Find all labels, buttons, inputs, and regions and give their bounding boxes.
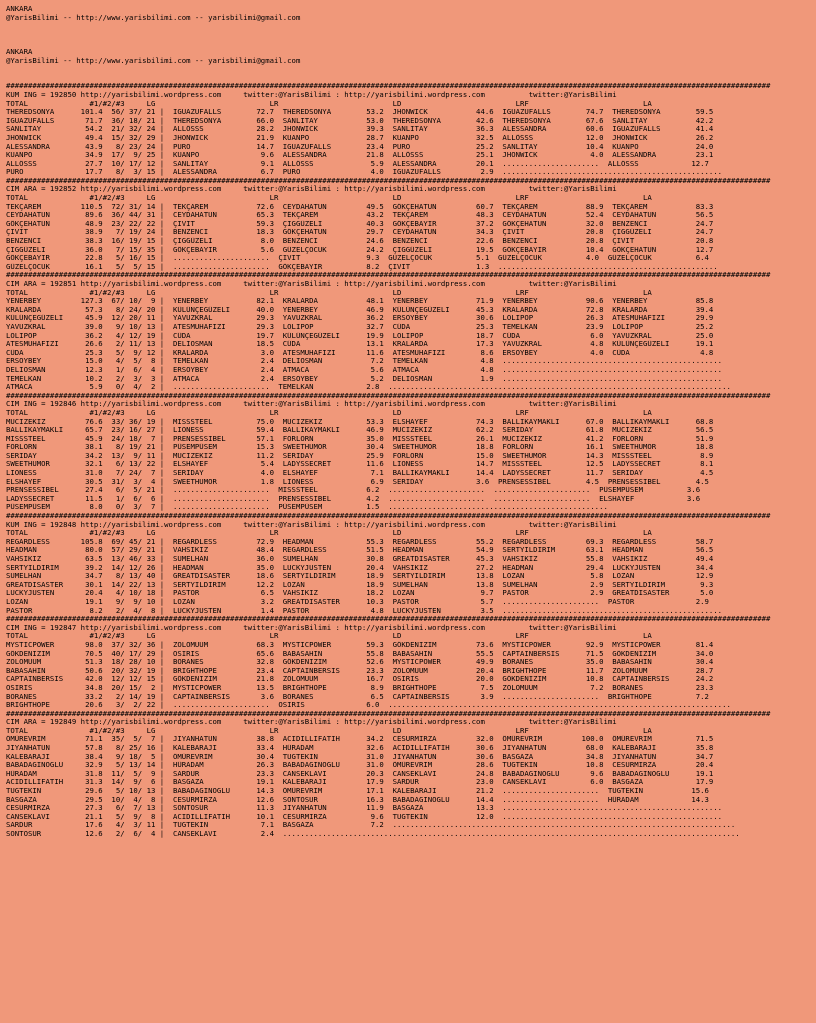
text-line: LOZAN 19.1 9/ 9/ 10 | LOZAN 3.2 GREATDISASTER 10.3 PASTOR 5.7 ...................... PASTOR 2.9 xyxy=(6,597,709,606)
text-line: ATMACA 5.9 0/ 4/ 2 | ...................... TEMELKAN 2.8 .............................................................................. xyxy=(6,383,731,392)
text-line xyxy=(6,31,816,40)
text-line: TOTAL #1/#2/#3 LG LR LD LRF LA xyxy=(6,529,652,538)
text-line: HÜRADAM 31.8 11/ 5/ 9 | SARDUR 23.3 CANSEKLAVI 20.3 CANSEKLAVI 24.8 BABADAGINOGLU 9.6 BABADAGINOGLU 19.1 xyxy=(6,769,714,778)
text-line xyxy=(6,74,816,83)
separator-line: ############################################################################################################################################################################## xyxy=(6,391,771,400)
text-line: ACIDILLIFATIH 31.3 14/ 9/ 6 | BASGAZA 19.1 KALEBARAJI 17.9 SARDUR 23.0 CANSEKLAVI 6.0 BASGAZA 17.9 xyxy=(6,778,714,787)
text-line: KÜLÜNÇEGÜZELI 45.9 12/ 20/ 11 | YAVUZKRAL 29.3 YAVUZKRAL 36.2 ERSOYBEY 30.6 LOLIPOP 26.3 ATESMUHAFIZI 29.9 xyxy=(6,314,714,323)
text-line xyxy=(6,22,816,31)
text-line: PRENSESSIBEL 27.4 6/ 5/ 21 | ...................... MISSSTEEL 6.2 ...................... ...................... PÜSEMPÜSEM 3.6 xyxy=(6,486,701,495)
document-header xyxy=(6,5,816,91)
text-line: YAVUZKRAL 39.0 9/ 10/ 13 | ATESMUHAFIZI 29.3 LOLIPOP 32.7 CÜDA 25.3 TEMELKAN 23.9 LOLIPOP 25.2 xyxy=(6,322,714,331)
text-line: CIM ARA = 192851 http://yarisbilimi.wordpress.com twitter:@YarisBilimi : http://yarisbilimi.wordpress.com twitter:@YarisBilimi xyxy=(6,280,617,288)
text-line: PURO 17.7 8/ 3/ 15 | ALESSANDRA 6.7 PURO 4.0 IGUAZUFALLS 2.9 .................................................. xyxy=(6,168,723,177)
text-line: GREATDISASTER 30.1 14/ 22/ 13 | SERTYILDIRIM 12.2 LOZAN 18.9 SUMELHAN 13.8 SUMELHAN 2.9 SERTYILDIRIM 9.3 xyxy=(6,580,714,589)
text-line: CEYDAHATUN 89.6 36/ 44/ 31 | CEYDAHATUN 65.3 TEKÇAREM 43.2 TEKÇAREM 48.3 CEYDAHATUN 52.4 CEYDAHATUN 56.5 xyxy=(6,211,714,220)
race-block xyxy=(6,91,816,186)
text-line: LIONESS 31.0 7/ 24/ 7 | SERIDAY 4.0 ELSHAYEF 7.1 BALLIKAYMAKLI 14.4 LADYSSECRET 11.7 SERIDAY 4.5 xyxy=(6,469,714,478)
text-line: CIM ARA = 192852 http://yarisbilimi.wordpress.com twitter:@YarisBilimi : http://yarisbilimi.wordpress.com twitter:@YarisBilimi xyxy=(6,185,617,194)
text-line: GÖKDENIZIM 70.5 40/ 17/ 29 | OSIRIS 65.6 BABASAHIN 55.8 BABASAHIN 55.5 CAPTAINBERSIS 71.5 GÖKDENIZIM 34.0 xyxy=(6,649,714,658)
text-line: TOTAL #1/#2/#3 LG LR LD LRF LA xyxy=(6,632,652,641)
text-line: SANLITAY 54.2 21/ 32/ 24 | ALLÖSSS 28.2 JHONWICK 39.3 SANLITAY 36.3 ALESSANDRA 60.6 IGUAZUFALLS 41.4 xyxy=(6,125,714,134)
text-line: ANKARA xyxy=(6,5,33,13)
race-block xyxy=(6,280,816,400)
text-line: TOTAL #1/#2/#3 LG LR LD LRF LA xyxy=(6,288,652,297)
text-line: KUM ING = 192850 http://yarisbilimi.wordpress.com twitter:@YarisBilimi : http://yarisbilimi.wordpress.com twitter:@YarisBilimi xyxy=(6,90,617,99)
text-line: LOLIPOP 36.2 4/ 12/ 19 | CÜDA 19.7 KÜLÜNÇEGÜZELI 19.9 LOLIPOP 18.7 CÜDA 6.0 YAVUZKRAL 25.0 xyxy=(6,331,714,340)
text-line: ÇIVIT 38.9 7/ 19/ 24 | BENZENCI 18.3 GÖKÇEHATUN 29.7 CEYDAHATUN 34.3 ÇIVIT 20.8 ÇIGGÜZELI 24.7 xyxy=(6,228,714,237)
text-line: ELSHAYEF 30.5 31/ 3/ 4 | SWEETHUMOR 1.8 LIONESS 6.9 SERIDAY 3.6 PRENSESSIBEL 4.5 PRENSESSIBEL 4.5 xyxy=(6,477,709,486)
text-line: CIM ING = 192847 http://yarisbilimi.wordpress.com twitter:@YarisBilimi : http://yarisbilimi.wordpress.com twitter:@YarisBilimi xyxy=(6,623,617,632)
text-line: ZOLOMUUM 51.3 18/ 28/ 10 | BORANES 32.8 GÖKDENIZIM 52.6 MYSTICPOWER 49.9 BORANES 35.0 BABASAHIN 30.4 xyxy=(6,658,714,667)
text-line: TEMELKAN 10.2 2/ 3/ 3 | ATMACA 2.4 ERSOYBEY 5.2 DELIOSMAN 1.9 .................................................. xyxy=(6,374,723,383)
text-line: JIYANHATUN 57.8 8/ 25/ 16 | KALEBARAJI 33.4 HÜRADAM 32.6 ACIDILLIFATIH 30.6 JIYANHATUN 68.0 KALEBARAJI 35.8 xyxy=(6,744,714,753)
text-line: KRALARDA 57.3 8/ 24/ 20 | KÜLÜNÇEGÜZELI 40.0 YENERBEY 46.9 KÜLÜNÇEGÜZELI 45.3 KRALARDA 72.8 KRALARDA 39.4 xyxy=(6,305,714,314)
text-line: LADYSSECRET 11.5 1/ 6/ 6 | ...................... PRENSESSIBEL 4.2 ...................... ...................... ELSHAYEF 3.6 xyxy=(6,494,701,503)
text-line: TOTAL #1/#2/#3 LG LR LD LRF LA xyxy=(6,726,652,735)
text-line: TUGTEKIN 29.6 5/ 10/ 13 | BABADAGINOGLU 14.3 ÖMÜREVRIM 17.1 KALEBARAJI 21.2 ...................... TUGTEKIN 15.6 xyxy=(6,787,709,796)
text-line: CANSEKLAVI 21.1 5/ 9/ 8 | ACIDILLIFATIH 10.1 CESURMIRZA 9.6 TUGTEKIN 12.0 .................................................. xyxy=(6,812,723,821)
text-line: LUCKYJUSTEN 20.4 4/ 10/ 18 | PASTOR 6.5 VAHSIKIZ 18.2 LOZAN 9.7 PASTOR 2.9 GREATDISASTER 5.0 xyxy=(6,589,714,598)
text-line: KALEBARAJI 38.4 9/ 18/ 5 | ÖMÜREVRIM 30.4 TUGTEKIN 31.0 JIYANHATUN 30.6 BASGAZA 34.8 JIYANHATUN 34.7 xyxy=(6,752,714,761)
text-line: BASGAZA 29.5 10/ 4/ 8 | CESURMIRZA 12.6 SONTOSUR 16.3 BABADAGINOGLU 14.4 ...................... HÜRADAM 14.3 xyxy=(6,795,709,804)
text-line: BORANES 33.2 2/ 14/ 19 | CAPTAINBERSIS 3.6 BORANES 6.5 CAPTAINBERSIS 3.9 ...................... BRIGHTHOPE 7.2 xyxy=(6,692,709,701)
text-line: CIM ARA = 192849 http://yarisbilimi.wordpress.com twitter:@YarisBilimi : http://yarisbilimi.wordpress.com twitter:@YarisBilimi xyxy=(6,718,617,727)
text-line: ALESSANDRA 43.9 8/ 23/ 24 | PURO 14.7 IGUAZUFALLS 23.4 PURO 25.2 SANLITAY 10.4 KUANPO 24.0 xyxy=(6,142,714,151)
text-line: BALLIKAYMAKLI 65.7 23/ 16/ 27 | LIONESS 59.4 BALLIKAYMAKLI 46.9 MUCIZEKIZ 62.2 SERIDAY 61.8 MUCIZEKIZ 56.5 xyxy=(6,426,714,435)
text-line: PASTOR 8.2 2/ 4/ 8 | LUCKYJUSTEN 1.4 PASTOR 4.8 LUCKYJUSTEN 3.5 .................................................. xyxy=(6,606,723,615)
text-line: YENERBEY 127.3 67/ 10/ 9 | YENERBEY 82.1 KRALARDA 48.1 YENERBEY 71.9 YENERBEY 90.6 YENERBEY 85.8 xyxy=(6,297,714,306)
text-line: OSIRIS 34.8 20/ 15/ 2 | MYSTICPOWER 13.5 BRIGHTHOPE 8.9 BRIGHTHOPE 7.5 ZOLOMUUM 7.2 BORANES 23.3 xyxy=(6,683,714,692)
text-line: SWEETHUMOR 32.1 6/ 13/ 22 | ELSHAYEF 5.4 LADYSSECRET 11.6 LIONESS 14.7 MISSSTEEL 12.5 LADYSSECRET 8.1 xyxy=(6,460,714,469)
text-line: ÖMÜREVRIM 71.1 35/ 5/ 7 | JIYANHATUN 38.8 ACIDILLIFATIH 34.2 CESURMIRZA 32.0 ÖMÜREVRIM 100.0 ÖMÜREVRIM 71.5 xyxy=(6,735,714,744)
text-line: GÖKÇEBAYIR 22.8 5/ 16/ 15 | ...................... ÇIVIT 9.3 GÜZELÇOCUK 5.1 GÜZELÇOCUK 4.0 GÜZELÇOCUK 6.4 xyxy=(6,254,709,263)
text-line: ERSOYBEY 15.0 4/ 5/ 8 | TEMELKAN 2.4 DELIOSMAN 7.2 TEMELKAN 4.8 .................................................. xyxy=(6,357,723,366)
text-line: HEADMAN 80.0 57/ 29/ 21 | VAHSIKIZ 48.4 REGARDLESS 51.5 HEADMAN 54.9 SERTYILDIRIM 63.1 HEADMAN 56.5 xyxy=(6,546,714,555)
text-line xyxy=(6,65,816,74)
text-line: KUANPO 34.9 17/ 9/ 25 | KUANPO 9.6 ALESSANDRA 21.8 ALLÖSSS 25.1 JHONWICK 4.0 ALESSANDRA 23.1 xyxy=(6,151,714,160)
race-block xyxy=(6,718,816,838)
text-line: ATESMUHAFIZI 26.6 2/ 11/ 13 | DELIOSMAN 18.5 CÜDA 13.1 KRALARDA 17.3 YAVUZKRAL 4.8 KÜLÜNÇEGÜZELI 19.1 xyxy=(6,340,714,349)
text-line: BABADAGINOGLU 32.9 5/ 13/ 14 | HÜRADAM 26.3 BABADAGINOGLU 31.0 ÖMÜREVRIM 28.6 TUGTEKIN 10.8 CESURMIRZA 20.4 xyxy=(6,761,714,770)
separator-line: ############################################################################################################################################################################## xyxy=(6,176,771,185)
text-line: THEREDSONYA 101.4 56/ 37/ 21 | IGUAZUFALLS 72.7 THEREDSONYA 53.2 JHONWICK 44.6 IGUAZUFALLS 74.7 THEREDSONYA 59.5 xyxy=(6,108,714,117)
text-line: TOTAL #1/#2/#3 LG LR LD LRF LA xyxy=(6,99,652,108)
text-line: BABASAHIN 50.6 20/ 32/ 19 | BRIGHTHOPE 23.4 CAPTAINBERSIS 23.3 ZOLOMUUM 20.4 BRIGHTHOPE 11.7 ZOLOMUUM 28.7 xyxy=(6,666,714,675)
text-line: ANKARA xyxy=(6,47,33,56)
text-line: SUMELHAN 34.7 8/ 13/ 40 | GREATDISASTER 18.6 SERTYILDIRIM 18.9 SERTYILDIRIM 13.8 LOZAN 5.8 LOZAN 12.9 xyxy=(6,572,714,581)
text-line: JHONWICK 49.4 15/ 32/ 29 | JHONWICK 21.9 KUANPO 28.7 KUANPO 32.5 ALLÖSSS 12.0 JHONWICK 26.2 xyxy=(6,133,714,142)
text-line: IGUAZUFALLS 71.7 36/ 18/ 21 | THEREDSONYA 66.0 SANLITAY 53.0 THEREDSONYA 42.6 THEREDSONYA 67.6 SANLITAY 42.2 xyxy=(6,116,714,125)
text-line: CESURMIRZA 27.3 6/ 7/ 13 | SONTOSUR 11.3 JIYANHATUN 11.9 BASGAZA 13.3 .................................................. xyxy=(6,804,723,813)
text-line: CIM ING = 192846 http://yarisbilimi.wordpress.com twitter:@YarisBilimi : http://yarisbilimi.wordpress.com twitter:@YarisBilimi xyxy=(6,400,617,409)
text-line: BRIGHTHOPE 20.6 3/ 2/ 22 | ...................... OSIRIS 6.0 .............................................................................. xyxy=(6,701,731,710)
text-line: SERTYILDIRIM 39.2 14/ 12/ 26 | HEADMAN 35.0 LUCKYJUSTEN 20.4 VAHSIKIZ 27.2 HEADMAN 29.4 LUCKYJUSTEN 34.4 xyxy=(6,563,714,572)
text-line: MUCIZEKIZ 76.6 33/ 36/ 19 | MISSSTEEL 75.0 MUCIZEKIZ 53.3 ELSHAYEF 74.3 BALLIKAYMAKLI 67.0 BALLIKAYMAKLI 68.8 xyxy=(6,417,714,426)
text-line: KUM ING = 192848 http://yarisbilimi.wordpress.com twitter:@YarisBilimi : http://yarisbilimi.wordpress.com twitter:@YarisBilimi xyxy=(6,520,617,529)
text-line: CÜDA 25.3 5/ 9/ 12 | KRALARDA 3.0 ATESMUHAFIZI 11.6 ATESMUHAFIZI 8.6 ERSOYBEY 4.0 CÜDA 4.8 xyxy=(6,348,714,357)
text-line: MISSSTEEL 45.9 24/ 18/ 7 | PRENSESSIBEL 57.1 FORLORN 35.0 MISSSTEEL 26.1 MUCIZEKIZ 41.2 FORLORN 51.9 xyxy=(6,434,714,443)
separator-line: ############################################################################################################################################################################## xyxy=(6,709,771,718)
race-block xyxy=(6,521,816,624)
race-block xyxy=(6,624,816,719)
text-line: @YarisBilimi -- http://www.yarisbilimi.com -- yarisbilimi@gmail.com xyxy=(6,13,301,22)
text-line: ÇIGGÜZELI 36.0 7/ 15/ 35 | GÖKÇEBAYIR 5.6 GÜZELÇOCUK 24.2 ÇIGGÜZELI 19.5 GÖKÇEBAYIR 10.4 GÖKÇEHATUN 12.7 xyxy=(6,245,714,254)
race-block xyxy=(6,400,816,520)
text-line: TOTAL #1/#2/#3 LG LR LD LRF LA xyxy=(6,408,652,417)
text-line: GÖKÇEHATUN 48.9 23/ 22/ 22 | ÇIVIT 59.3 ÇIGGÜZELI 40.3 GÖKÇEBAYIR 37.2 GÖKÇEHATUN 32.0 BENZENCI 24.7 xyxy=(6,219,714,228)
text-line: TOTAL #1/#2/#3 LG LR LD LRF LA xyxy=(6,194,652,203)
text-line: VAHSIKIZ 63.5 13/ 46/ 33 | SUMELHAN 36.0 SUMELHAN 30.8 GREATDISASTER 45.3 VAHSIKIZ 55.8 VAHSIKIZ 49.4 xyxy=(6,555,714,563)
text-line xyxy=(6,39,816,48)
text-line: MYSTICPOWER 98.0 37/ 32/ 36 | ZOLOMUUM 68.3 MYSTICPOWER 59.3 GÖKDENIZIM 73.6 MYSTICPOWER 92.9 MYSTICPOWER 81.4 xyxy=(6,640,714,649)
text-line: TEKÇAREM 110.5 72/ 31/ 14 | TEKÇAREM 72.6 CEYDAHATUN 49.5 GÖKÇEHATUN 60.7 TEKÇAREM 88.9 TEKÇAREM 83.3 xyxy=(6,202,714,211)
race-block xyxy=(6,185,816,280)
text-line: @YarisBilimi -- http://www.yarisbilimi.com -- yarisbilimi@gmail.com xyxy=(6,56,301,65)
text-line: DELIOSMAN 12.3 1/ 6/ 4 | ERSOYBEY 2.4 ATMACA 5.6 ATMACA 4.8 .................................................. xyxy=(6,365,723,374)
text-line: SONTOSUR 12.6 2/ 6/ 4 | CANSEKLAVI 2.4 ........................................................................................................ xyxy=(6,830,740,838)
text-line: CAPTAINBERSIS 42.0 12/ 12/ 15 | GÖKDENIZIM 21.8 ZOLOMUUM 16.7 OSIRIS 20.0 GÖKDENIZIM 10.8 CAPTAINBERSIS 24.2 xyxy=(6,675,714,684)
separator-line: ############################################################################################################################################################################## xyxy=(6,271,771,280)
text-line: BENZENCI 38.3 16/ 19/ 15 | ÇIGGÜZELI 8.0 BENZENCI 24.6 BENZENCI 22.6 BENZENCI 20.8 ÇIVIT 20.8 xyxy=(6,237,714,246)
text-line: FORLORN 38.1 8/ 19/ 21 | PÜSEMPÜSEM 15.3 SWEETHUMOR 30.4 SWEETHUMOR 18.8 FORLORN 16.1 SWEETHUMOR 18.8 xyxy=(6,443,714,452)
text-line: SARDUR 17.6 4/ 3/ 11 | TUGTEKIN 7.1 BASGAZA 7.2 .............................................................................. xyxy=(6,821,736,830)
text-line: GÜZELÇOCUK 16.1 5/ 5/ 15 | ...................... GÖKÇEBAYIR 8.2 ÇIVIT 1.3 .................................................. xyxy=(6,262,718,271)
text-line: ALLÖSSS 27.7 10/ 17/ 12 | SANLITAY 9.1 ALLÖSSS 5.9 ALESSANDRA 20.1 ...................... ALLÖSSS 12.7 xyxy=(6,159,709,168)
text-line: PÜSEMPÜSEM 8.0 0/ 3/ 7 | ...................... PÜSEMPÜSEM 1.5 .................................................. xyxy=(6,503,608,512)
separator-line: ############################################################################################################################################################################## xyxy=(6,512,771,521)
separator-line: ############################################################################################################################################################################## xyxy=(6,82,771,91)
separator-line: ############################################################################################################################################################################## xyxy=(6,615,771,624)
text-line: REGARDLESS 105.8 69/ 45/ 21 | REGARDLESS 72.9 HEADMAN 55.3 REGARDLESS 55.2 REGARDLESS 69.3 REGARDLESS 58.7 xyxy=(6,537,714,546)
text-line: SERIDAY 34.2 13/ 9/ 11 | MUCIZEKIZ 11.2 SERIDAY 25.9 FORLORN 15.0 SWEETHUMOR 14.3 MISSSTEEL 8.9 xyxy=(6,451,714,460)
